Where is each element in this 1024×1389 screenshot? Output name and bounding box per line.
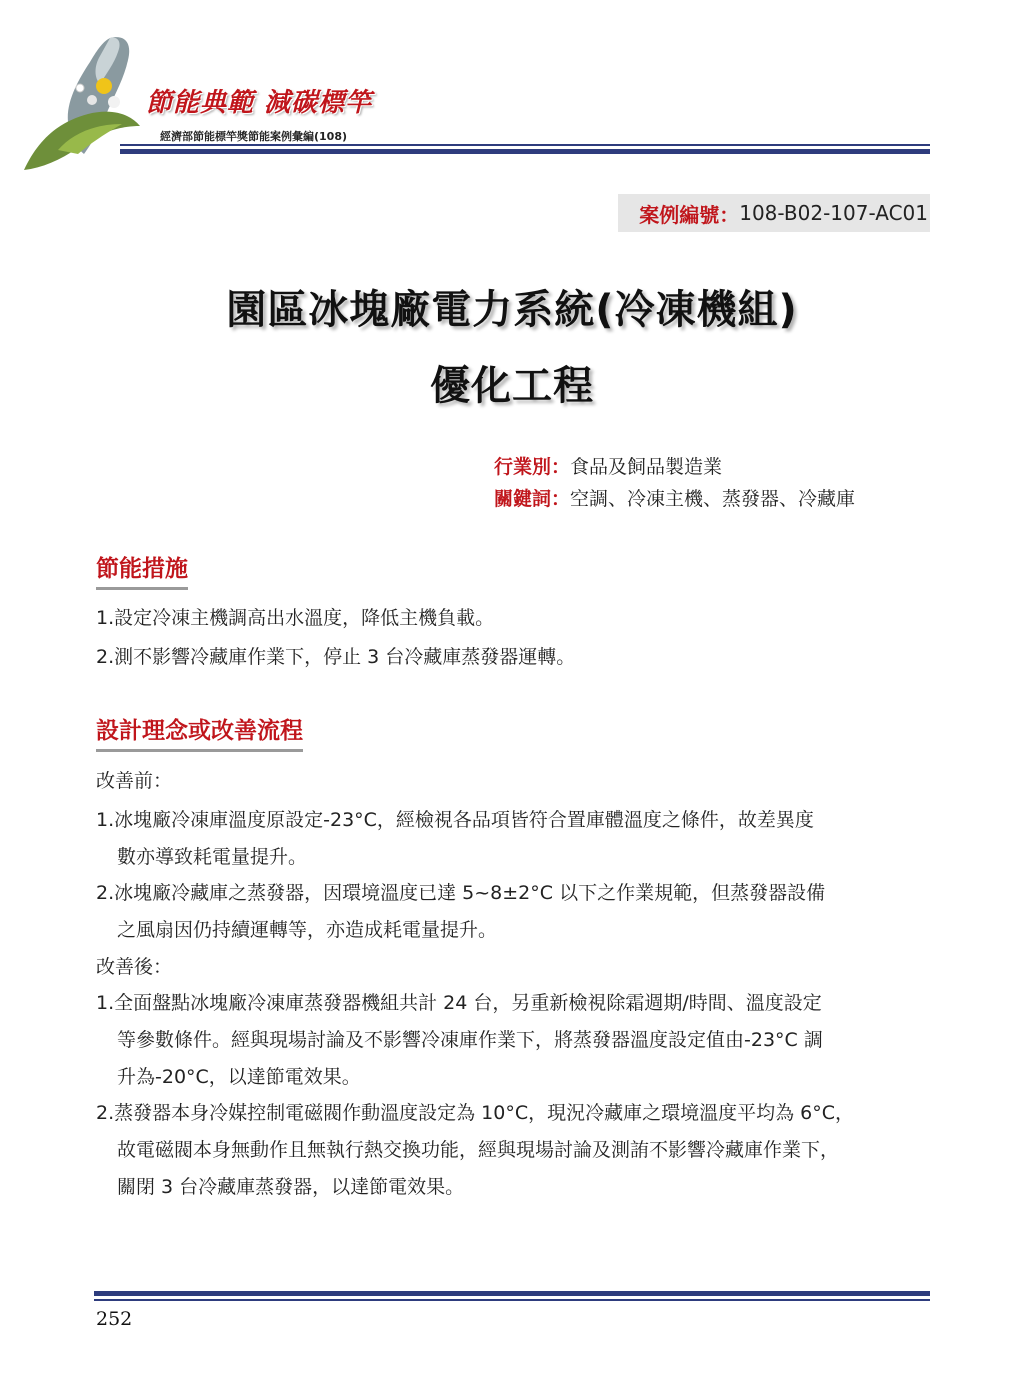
case-number-value: 108-B02-107-AC01 <box>739 201 928 225</box>
section-heading-measures: 節能措施 <box>96 550 188 590</box>
taiwan-leaf-logo-icon <box>18 30 143 180</box>
logo-subtitle: 經濟部節能標竿獎節能案例彙編(108) <box>160 130 348 143</box>
after-item-2-line-2: 故電磁閥本身無動作且無執行熱交換功能，經與現場討論及測詴不影響冷藏庫作業下， <box>117 1139 840 1161</box>
after-item-1-line-2: 等參數條件。經與現場討論及不影響冷凍庫作業下，將蒸發器溫度設定值由-23°C 調 <box>117 1029 823 1051</box>
before-item-1-line-2: 數亦導致耗電量提升。 <box>117 846 308 868</box>
footer-divider-thick <box>94 1291 930 1296</box>
before-item-2-line-2: 之風扇因仍持續運轉等，亦造成耗電量提升。 <box>117 919 498 941</box>
page-number: 252 <box>96 1308 133 1330</box>
header-divider <box>120 144 930 146</box>
keywords-line <box>494 484 855 511</box>
keywords-value: 空調、冷凍主機、蒸發器、冷藏庫 <box>570 488 856 510</box>
after-label: 改善後： <box>96 956 173 978</box>
after-item-1-line-3: 升為-20°C，以達節電效果。 <box>117 1066 361 1088</box>
measure-item: 2.測不影響冷藏庫作業下，停止 3 台冷藏庫蒸發器運轉。 <box>96 646 576 668</box>
page-title-line-1: 園區冰塊廠電力系統(冷凍機組) <box>226 287 798 333</box>
industry-label: 行業別： <box>494 456 571 478</box>
section-heading-design: 設計理念或改善流程 <box>96 712 303 752</box>
page-title-line-2: 優化工程 <box>430 363 594 409</box>
after-item-1-line-1: 1.全面盤點冰塊廠冷凍庫蒸發器機組共計 24 台，另重新檢視除霜週期/時間、溫度設定 <box>96 992 822 1014</box>
before-item-1-line-1: 1.冰塊廠冷凍庫溫度原設定-23°C，經檢視各品項皆符合置庫體溫度之條件，故差異度 <box>96 809 814 831</box>
footer-divider <box>94 1299 930 1301</box>
industry-value: 食品及飼品製造業 <box>570 456 723 478</box>
measure-item: 1.設定冷凍主機調高出水溫度，降低主機負載。 <box>96 607 495 629</box>
case-number-label: 案例編號： <box>639 202 740 227</box>
keywords-label: 關鍵詞： <box>494 488 571 510</box>
header-divider-thick <box>120 149 930 154</box>
after-item-2-line-1: 2.蒸發器本身冷媒控制電磁閥作動溫度設定為 10°C，現況冷藏庫之環境溫度平均為 6°C， <box>96 1102 855 1124</box>
case-number-box <box>618 194 930 232</box>
industry-line <box>494 452 722 479</box>
logo-title: 節能典範 減碳標竿 <box>146 88 373 118</box>
before-label: 改善前： <box>96 770 173 792</box>
after-item-2-line-3: 關閉 3 台冷藏庫蒸發器，以達節電效果。 <box>117 1176 465 1198</box>
before-item-2-line-1: 2.冰塊廠冷藏庫之蒸發器，因環境溫度已達 5~8±2°C 以下之作業規範，但蒸發器設備 <box>96 882 826 904</box>
